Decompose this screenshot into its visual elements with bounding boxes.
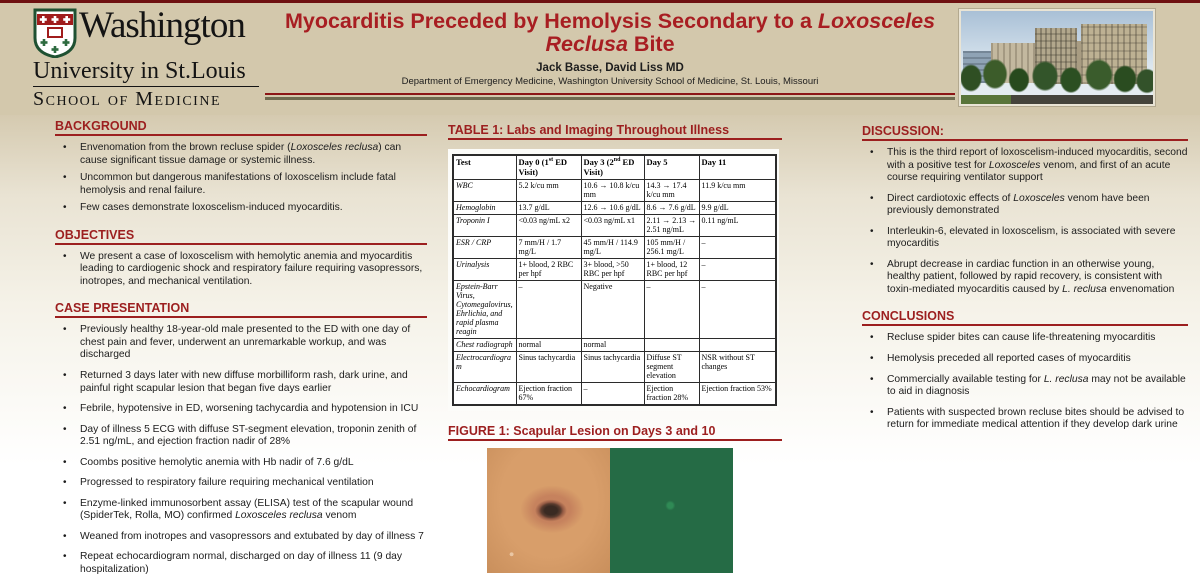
table-cell: 8.6 → 7.6 g/dL [644, 202, 699, 215]
bullet-item: • Repeat echocardiogram normal, discharged on day of illness 11 (9 day hospitalization) [55, 551, 427, 576]
table-cell: 12.6 → 10.6 g/dL [581, 202, 644, 215]
table-row [453, 202, 776, 215]
objectives-bullet-list [55, 251, 427, 289]
section-heading-case-presentation: CASE PRESENTATION [55, 301, 427, 318]
authors: Jack Basse, David Liss MD [536, 62, 684, 75]
table-cell: 7 mm/H / 1.7 mg/L [516, 237, 581, 259]
bullet-item: • Envenomation from the brown recluse spider (Loxosceles reclusa) can cause significant tissue damage or systemic illness. [55, 142, 427, 167]
table-header-cell: Day 3 (2nd ED Visit) [581, 155, 644, 180]
table-row-label: ESR / CRP [453, 237, 516, 259]
bullet-item: • Few cases demonstrate loxoscelism-induced myocarditis. [55, 202, 427, 215]
bullet-item: • Coombs positive hemolytic anemia with Hb nadir of 7.6 g/dL [55, 457, 427, 470]
bullet-item: • Recluse spider bites can cause life-threatening myocarditis [862, 332, 1188, 345]
campus-photo [959, 9, 1155, 106]
table-cell: normal [581, 339, 644, 352]
bullet-item: • Abrupt decrease in cardiac function in an otherwise young, healthy patient, followed by rapid recovery, is consistent with toxin-mediated myocarditis caused by L. reclusa envenomation [862, 259, 1188, 297]
table-cell: 13.7 g/dL [516, 202, 581, 215]
table1-heading: TABLE 1: Labs and Imaging Throughout Illness [448, 123, 782, 140]
table-row-label: Urinalysis [453, 259, 516, 281]
bullet-item: • This is the third report of loxoscelism-induced myocarditis, second with a positive test for Loxosceles venom, and first of an acute course requiring ventilator support [862, 147, 1188, 185]
bullet-item: • Interleukin-6, elevated in loxoscelism, is associated with severe myocarditis [862, 226, 1188, 251]
table-row [453, 281, 776, 339]
table-row [453, 352, 776, 383]
bullet-item: • Commercially available testing for L. reclusa may not be available to aid in diagnosis [862, 374, 1188, 399]
table-header-cell: Day 5 [644, 155, 699, 180]
table-cell: Sinus tachycardia [581, 352, 644, 383]
table-cell: <0.03 ng/mL x2 [516, 215, 581, 237]
table-cell: NSR without ST changes [699, 352, 776, 383]
logo-line-university: University in St.Louis [33, 58, 246, 84]
table-row [453, 215, 776, 237]
bullet-item: • We present a case of loxoscelism with hemolytic anemia and myocarditis leading to cardiogenic shock and respiratory failure requiring vasopressors, inotropes, and mechanical ventilation. [55, 251, 427, 289]
bullet-item: • Day of illness 5 ECG with diffuse ST-segment elevation, troponin zenith of 2.51 ng/mL, and ejection fraction nadir of 28% [55, 424, 427, 449]
table-cell: normal [516, 339, 581, 352]
right-column [862, 124, 1188, 440]
figure1-images [487, 448, 782, 573]
campus-tree-row [961, 50, 1153, 98]
table-cell: 45 mm/H / 114.9 mg/L [581, 237, 644, 259]
table-header-cell: Day 0 (1st ED Visit) [516, 155, 581, 180]
table-row-label: Chest radiograph [453, 339, 516, 352]
table-header-row [453, 155, 776, 180]
table-cell [644, 339, 699, 352]
middle-column [448, 123, 782, 573]
table-cell: 3+ blood, >50 RBC per hpf [581, 259, 644, 281]
table-cell: 1+ blood, 12 RBC per hpf [644, 259, 699, 281]
header-rule-red [265, 93, 955, 95]
table-header-cell: Day 11 [699, 155, 776, 180]
table-row [453, 237, 776, 259]
table-row-label: Epstein-Barr Virus, Cytomegalovirus, Ehrlichia, and rapid plasma reagin [453, 281, 516, 339]
table-cell: 2.11 → 2.13 → 2.51 ng/mL [644, 215, 699, 237]
logo-line-washington: Washington [79, 5, 245, 46]
bullet-item: • Hemolysis preceded all reported cases of myocarditis [862, 353, 1188, 366]
labs-table [452, 154, 777, 406]
table-row-label: Hemoglobin [453, 202, 516, 215]
table-cell: 0.11 ng/mL [699, 215, 776, 237]
left-column [55, 119, 427, 585]
table-cell: 9.9 g/dL [699, 202, 776, 215]
table-cell: 5.2 k/cu mm [516, 180, 581, 202]
discussion-bullet-list [862, 147, 1188, 296]
bullet-item: • Enzyme-linked immunosorbent assay (ELISA) test of the scapular wound (SpiderTek, Rolla, MO) confirmed Loxosceles reclusa venom [55, 498, 427, 523]
lesion-photo-day3 [487, 448, 610, 573]
table-cell: Sinus tachycardia [516, 352, 581, 383]
logo-line-school: School of Medicine [33, 88, 222, 110]
conclusions-bullet-list [862, 332, 1188, 431]
table-row-label: WBC [453, 180, 516, 202]
lesion-photo-day10 [610, 448, 733, 573]
washu-shield-icon [33, 8, 77, 58]
table-cell: 11.9 k/cu mm [699, 180, 776, 202]
table-row-label: Electrocardiogram [453, 352, 516, 383]
background-bullet-list [55, 142, 427, 215]
table-row [453, 383, 776, 406]
campus-ground-strip [961, 95, 1153, 104]
bullet-item: • Weaned from inotropes and vasopressors and extubated by day of illness 7 [55, 531, 427, 544]
table-cell: Ejection fraction 28% [644, 383, 699, 406]
bullet-item: • Uncommon but dangerous manifestations of loxoscelism include fatal hemolysis and renal failure. [55, 172, 427, 197]
table1-panel [448, 149, 779, 411]
section-heading-objectives: OBJECTIVES [55, 228, 427, 245]
table-cell: <0.03 ng/mL x1 [581, 215, 644, 237]
table-header-cell: Test [453, 155, 516, 180]
table-cell: 1+ blood, 2 RBC per hpf [516, 259, 581, 281]
affiliation: Department of Emergency Medicine, Washington University School of Medicine, St. Louis, Missouri [401, 76, 819, 88]
table-cell: Ejection fraction 53% [699, 383, 776, 406]
section-heading-conclusions: CONCLUSIONS [862, 309, 1188, 326]
table-cell: Diffuse ST segment elevation [644, 352, 699, 383]
section-heading-discussion: DISCUSSION: [862, 124, 1188, 141]
table-cell: – [699, 281, 776, 339]
table-cell: Ejection fraction 67% [516, 383, 581, 406]
table-cell: – [699, 237, 776, 259]
bullet-item: • Returned 3 days later with new diffuse morbilliform rash, dark urine, and painful right scapular lesion that began five days earlier [55, 370, 427, 395]
figure1-heading: FIGURE 1: Scapular Lesion on Days 3 and 10 [448, 424, 782, 441]
bullet-item: • Direct cardiotoxic effects of Loxosceles venom have been previously demonstrated [862, 193, 1188, 218]
table-cell: – [581, 383, 644, 406]
logo-divider-rule [33, 86, 259, 87]
washu-logo [33, 5, 261, 110]
table-cell: 105 mm/H / 256.1 mg/L [644, 237, 699, 259]
bullet-item: • Previously healthy 18-year-old male presented to the ED with one day of chest pain and fever, underwent an unremarkable workup, and was discharged [55, 324, 427, 362]
table-cell: – [699, 259, 776, 281]
bullet-item: • Febrile, hypotensive in ED, worsening tachycardia and hypotension in ICU [55, 403, 427, 416]
table-cell: – [644, 281, 699, 339]
table-cell: – [516, 281, 581, 339]
case-presentation-bullet-list [55, 324, 427, 576]
header-rule-olive [265, 97, 955, 100]
table-row-label: Troponin I [453, 215, 516, 237]
table-row [453, 180, 776, 202]
table-cell: 10.6 → 10.8 k/cu mm [581, 180, 644, 202]
table-row [453, 339, 776, 352]
table-row-label: Echocardiogram [453, 383, 516, 406]
table-cell [699, 339, 776, 352]
title-block [265, 10, 955, 100]
table-row [453, 259, 776, 281]
table-cell: Negative [581, 281, 644, 339]
bullet-item: • Progressed to respiratory failure requiring mechanical ventilation [55, 477, 427, 490]
section-heading-background: BACKGROUND [55, 119, 427, 136]
bullet-item: • Patients with suspected brown recluse bites should be advised to return for immediate medical attention if they develop dark urine [862, 407, 1188, 432]
poster-title: Myocarditis Preceded by Hemolysis Secondary to a Loxosceles Reclusa Bite [284, 9, 936, 56]
table-cell: 14.3 → 17.4 k/cu mm [644, 180, 699, 202]
